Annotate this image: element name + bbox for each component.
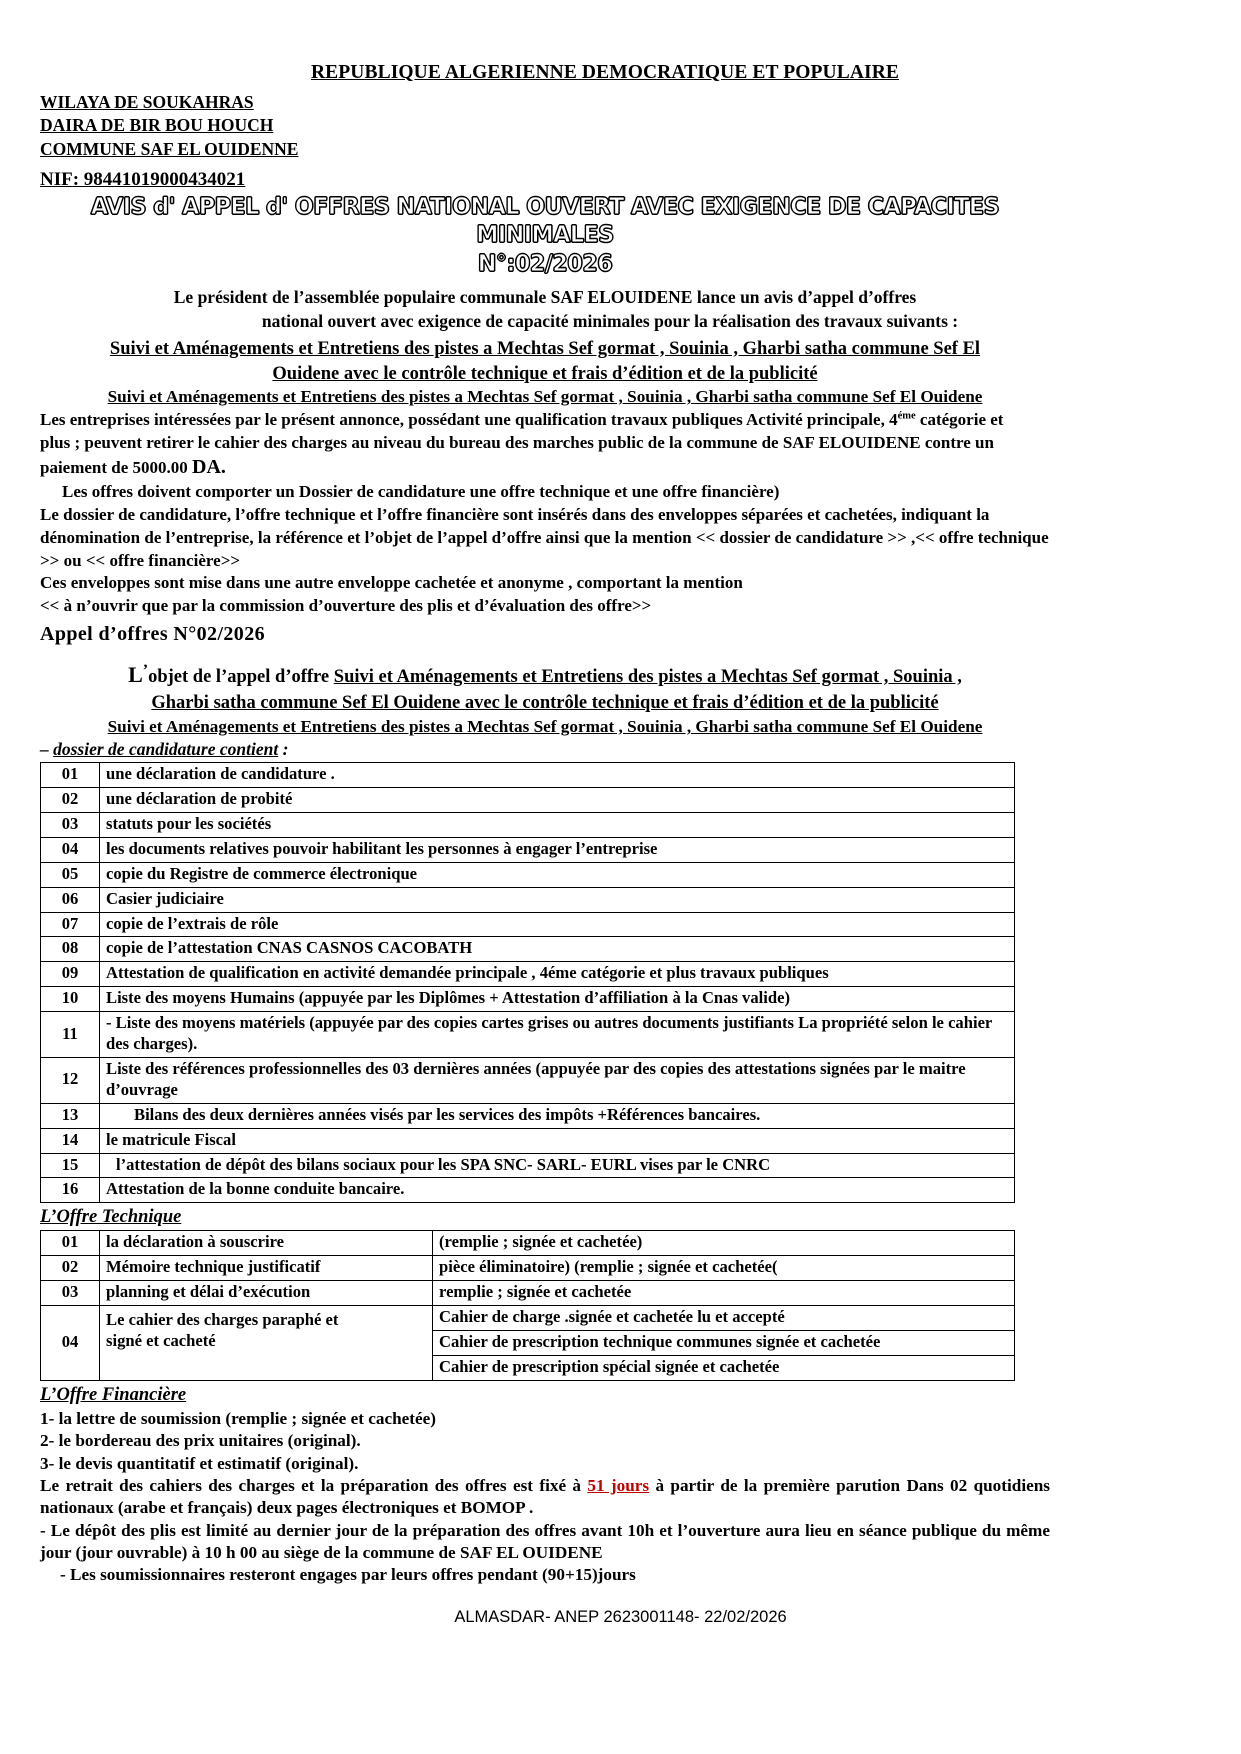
row-description: - Liste des moyens matériels (appuyée par des copies cartes grises ou autres documents justifiants La propriété selon le cahier des charges).: [100, 1012, 1015, 1058]
table-row: [41, 812, 1015, 837]
intro-line-1: Le président de l’assemblée populaire communale SAF ELOUIDENE lance un avis d’appel d’offres: [173, 287, 917, 308]
objet-prefix-rest: objet de l’appel d’offre: [148, 667, 334, 688]
object-title-line-2: Ouidene avec le contrôle technique et frais d’édition et de la publicité: [272, 363, 818, 384]
row-label: la déclaration à souscrire: [100, 1231, 433, 1256]
retrait-text-a: Le retrait des cahiers des charges et la préparation des offres est fixé à: [40, 1475, 588, 1495]
table-row: [41, 1256, 1015, 1281]
offre-technique-table: [40, 1230, 1015, 1380]
row-value: Cahier de prescription technique communes signée et cachetée: [433, 1331, 1015, 1356]
row-description: une déclaration de probité: [100, 787, 1015, 812]
delai-jours: 51 jours: [587, 1475, 650, 1495]
offre-technique-table-body: [41, 1231, 1015, 1380]
table-row: [41, 1281, 1015, 1306]
daira-text: DAIRA DE BIR BOU HOUCH: [40, 115, 274, 136]
row-number: 16: [41, 1178, 100, 1203]
row-number: 03: [41, 1281, 100, 1306]
row-value: (remplie ; signée et cachetée): [433, 1231, 1015, 1256]
offre-technique-heading: [40, 1207, 1050, 1228]
object-title: [40, 337, 1050, 387]
retrait-paragraph: [40, 1475, 1050, 1520]
row-value: Cahier de prescription spécial signée et cachetée: [433, 1355, 1015, 1380]
offre-financiere-item-3: 3- le devis quantitatif et estimatif (original).: [40, 1453, 359, 1473]
row-description: une déclaration de candidature .: [100, 763, 1015, 788]
dossier-dash: –: [40, 739, 54, 760]
document-body: [40, 62, 1050, 1587]
appel-offres-heading: Appel d’offres N°02/2026: [40, 622, 266, 645]
body-paragraph-3: [40, 455, 1050, 481]
row-number: 05: [41, 862, 100, 887]
table-row: [41, 787, 1015, 812]
soumissionnaires-paragraph: - Les soumissionnaires resteront engages par leurs offres pendant (90+15)jours: [60, 1565, 636, 1585]
table-row: [41, 1128, 1015, 1153]
row-number: 13: [41, 1103, 100, 1128]
row-description: copie de l’extrais de rôle: [100, 912, 1015, 937]
row-description: Casier judiciaire: [100, 887, 1015, 912]
row-number: 04: [41, 837, 100, 862]
row-label-line-2: signé et cacheté: [106, 1331, 216, 1350]
row-description: Bilans des deux dernières années visés par les services des impôts +Références bancaires.: [100, 1103, 1015, 1128]
row-description: Attestation de la bonne conduite bancaire.: [100, 1178, 1015, 1203]
avis-title: [65, 193, 1025, 277]
row-description: copie de l’attestation CNAS CASNOS CACOBATH: [100, 937, 1015, 962]
body-p3-da: DA.: [192, 455, 226, 478]
offre-financiere-item-1: 1- la lettre de soumission (remplie ; signée et cachetée): [40, 1408, 437, 1428]
body-paragraph-7: >> ou << offre financière>>: [40, 550, 241, 570]
table-row: [41, 912, 1015, 937]
table-row: [41, 1153, 1015, 1178]
table-row: [41, 862, 1015, 887]
body-paragraph-5: Le dossier de candidature, l’offre technique et l’offre financière sont insérés dans des enveloppes séparées et cachetées, indiquant la: [40, 505, 990, 525]
row-number: 08: [41, 937, 100, 962]
row-description: l’attestation de dépôt des bilans sociaux pour les SPA SNC- SARL- EURL vises par le CNRC: [100, 1153, 1015, 1178]
intro-line-2: national ouvert avec exigence de capacité minimales pour la réalisation des travaux suivants :: [261, 311, 959, 332]
retrait-text-b: à partir de la première parution Dans 02 quotidiens nationaux (arabe et français) deux pages électroniques et BOMOP .: [40, 1475, 1050, 1518]
row-number: 12: [41, 1057, 100, 1103]
row-number: 01: [41, 1231, 100, 1256]
table-row: [41, 1103, 1015, 1128]
table-row: [41, 887, 1015, 912]
daira-line: [40, 114, 1050, 137]
footer-text: ALMASDAR- ANEP 2623001148- 22/02/2026: [454, 1608, 787, 1626]
row-description: Liste des moyens Humains (appuyée par les Diplômes + Attestation d’affiliation à la Cnas valide): [100, 987, 1015, 1012]
nif-line: [40, 169, 1050, 191]
national-title: [40, 62, 1050, 84]
candidature-table: [40, 762, 1015, 1203]
objet-prefix-l: L: [128, 662, 143, 688]
row-description: Liste des références professionnelles des 03 dernières années (appuyée par des copies des attestations signées par le maitre d’ouvrage: [100, 1057, 1015, 1103]
objet-repeat-text: Suivi et Aménagements et Entretiens des pistes a Mechtas Sef gormat , Souinia , Gharbi satha commune Sef El Ouidene: [107, 717, 983, 737]
row-value: pièce éliminatoire) (remplie ; signée et cachetée(: [433, 1256, 1015, 1281]
object-title-line-1: Suivi et Aménagements et Entretiens des pistes a Mechtas Sef gormat , Souinia , Gharbi satha commune Sef El: [109, 338, 981, 359]
row-number: 14: [41, 1128, 100, 1153]
row-label: planning et délai d’exécution: [100, 1281, 433, 1306]
table-row: [41, 763, 1015, 788]
table-row: [41, 1306, 1015, 1331]
offre-financiere-heading: [40, 1385, 1050, 1406]
row-label-line-1: Le cahier des charges paraphé et: [106, 1310, 339, 1330]
nif-label: NIF: [40, 169, 73, 191]
row-description: les documents relatives pouvoir habilitant les personnes à engager l’entreprise: [100, 837, 1015, 862]
avis-title-main: AVIS d' APPEL d' OFFRES NATIONAL OUVERT AVEC EXIGENCE DE CAPACITES MINIMALES: [90, 192, 1000, 249]
table-row: [41, 1057, 1015, 1103]
row-number: 10: [41, 987, 100, 1012]
row-description: statuts pour les sociétés: [100, 812, 1015, 837]
row-number: 04: [41, 1306, 100, 1381]
row-number: 07: [41, 912, 100, 937]
avis-title-number: N°:02/2026: [477, 248, 613, 277]
body-paragraphs: [40, 409, 1050, 617]
body-paragraph-9: << à n’ouvrir que par la commission d’ouverture des plis et d’évaluation des offre>>: [40, 596, 652, 616]
row-description: Attestation de qualification en activité demandée principale , 4éme catégorie et plus travaux publiques: [100, 962, 1015, 987]
row-number: 01: [41, 763, 100, 788]
object-repeat-text: Suivi et Aménagements et Entretiens des pistes a Mechtas Sef gormat , Souinia , Gharbi satha commune Sef El Ouidene: [107, 387, 983, 407]
row-number: 06: [41, 887, 100, 912]
objet-appel-offre: L’objet de l’appel d’offre Suivi et Aménagements et Entretiens des pistes a Mechtas Sef gormat , Souinia , Gharbi satha commune Sef El Ouidene avec le contrôle technique et frais d’édition et de la publicité: [128, 661, 962, 713]
row-description: le matricule Fiscal: [100, 1128, 1015, 1153]
row-value: remplie ; signée et cachetée: [433, 1281, 1015, 1306]
dossier-head-text: dossier de candidature contient: [53, 739, 279, 760]
table-row: [41, 937, 1015, 962]
wilaya-text: WILAYA DE SOUKAHRAS: [40, 92, 254, 112]
row-value: Cahier de charge .signée et cachetée lu et accepté: [433, 1306, 1015, 1331]
row-number: 02: [41, 1256, 100, 1281]
body-p1-a: Les entreprises intéressées par le présent annonce, possédant une qualification travaux publiques Activité principale, 4: [40, 410, 898, 430]
body-paragraph-6: dénomination de l’entreprise, la référence et l’objet de l’appel d’offre ainsi que la mention << dossier de candidature >> ,<< offre technique: [40, 527, 1049, 547]
body-p1-b: catégorie et: [915, 410, 1004, 430]
objet-repeat: [40, 717, 1050, 737]
dossier-colon: :: [278, 739, 289, 760]
row-number: 11: [41, 1012, 100, 1058]
depot-paragraph: - Le dépôt des plis est limité au dernier jour de la préparation des offres avant 10h et l’ouverture aura lieu en séance publique du même jour (jour ouvrable) à 10 h 00 au siège de la commune de SAF EL OUIDENE: [40, 1520, 1050, 1562]
body-p1-sup: éme: [897, 410, 916, 422]
offre-financiere-item-2: 2- le bordereau des prix unitaires (original).: [40, 1431, 361, 1451]
body-paragraph-8: Ces enveloppes sont mise dans une autre enveloppe cachetée et anonyme , comportant la mention: [40, 573, 743, 593]
body-p3-a: paiement de 5000.00: [40, 457, 193, 477]
body-paragraph-4: Les offres doivent comporter un Dossier de candidature une offre technique et une offre financière): [62, 482, 780, 502]
dossier-candidature-heading: [40, 739, 1050, 760]
table-row: [41, 987, 1015, 1012]
table-row: [41, 1231, 1015, 1256]
row-label: Mémoire technique justificatif: [100, 1256, 433, 1281]
row-number: 03: [41, 812, 100, 837]
row-description: copie du Registre de commerce électronique: [100, 862, 1015, 887]
commune-text: COMMUNE SAF EL OUIDENNE: [40, 138, 299, 159]
wilaya-line: [40, 91, 1050, 114]
objet-line-1: Suivi et Aménagements et Entretiens des pistes a Mechtas Sef gormat , Souinia ,: [333, 667, 962, 688]
body-paragraph-2: plus ; peuvent retirer le cahier des charges au niveau du bureau des marches public de la commune de SAF ELOUIDENE contre un: [40, 433, 994, 453]
objet-line-2: Gharbi satha commune Sef El Ouidene avec le contrôle technique et frais d’édition et de la publicité: [151, 692, 939, 713]
national-title-text: REPUBLIQUE ALGERIENNE DEMOCRATIQUE ET POPULAIRE: [311, 62, 899, 83]
table-row: [41, 962, 1015, 987]
footer: [0, 1608, 1241, 1627]
row-number: 02: [41, 787, 100, 812]
table-row: [41, 1178, 1015, 1203]
row-number: 15: [41, 1153, 100, 1178]
commune-line: [40, 138, 1050, 161]
table-row: [41, 1012, 1015, 1058]
candidature-table-body: [41, 763, 1015, 1203]
offre-technique-heading-text: L’Offre Technique: [40, 1207, 182, 1228]
offre-financiere-heading-text: L’Offre Financière: [40, 1384, 187, 1405]
object-repeat: [40, 387, 1050, 407]
row-number: 09: [41, 962, 100, 987]
table-row: [41, 837, 1015, 862]
body-paragraph-1: [40, 409, 1050, 431]
nif-value: : 98441019000434021: [72, 169, 246, 191]
row-label: [100, 1306, 433, 1381]
